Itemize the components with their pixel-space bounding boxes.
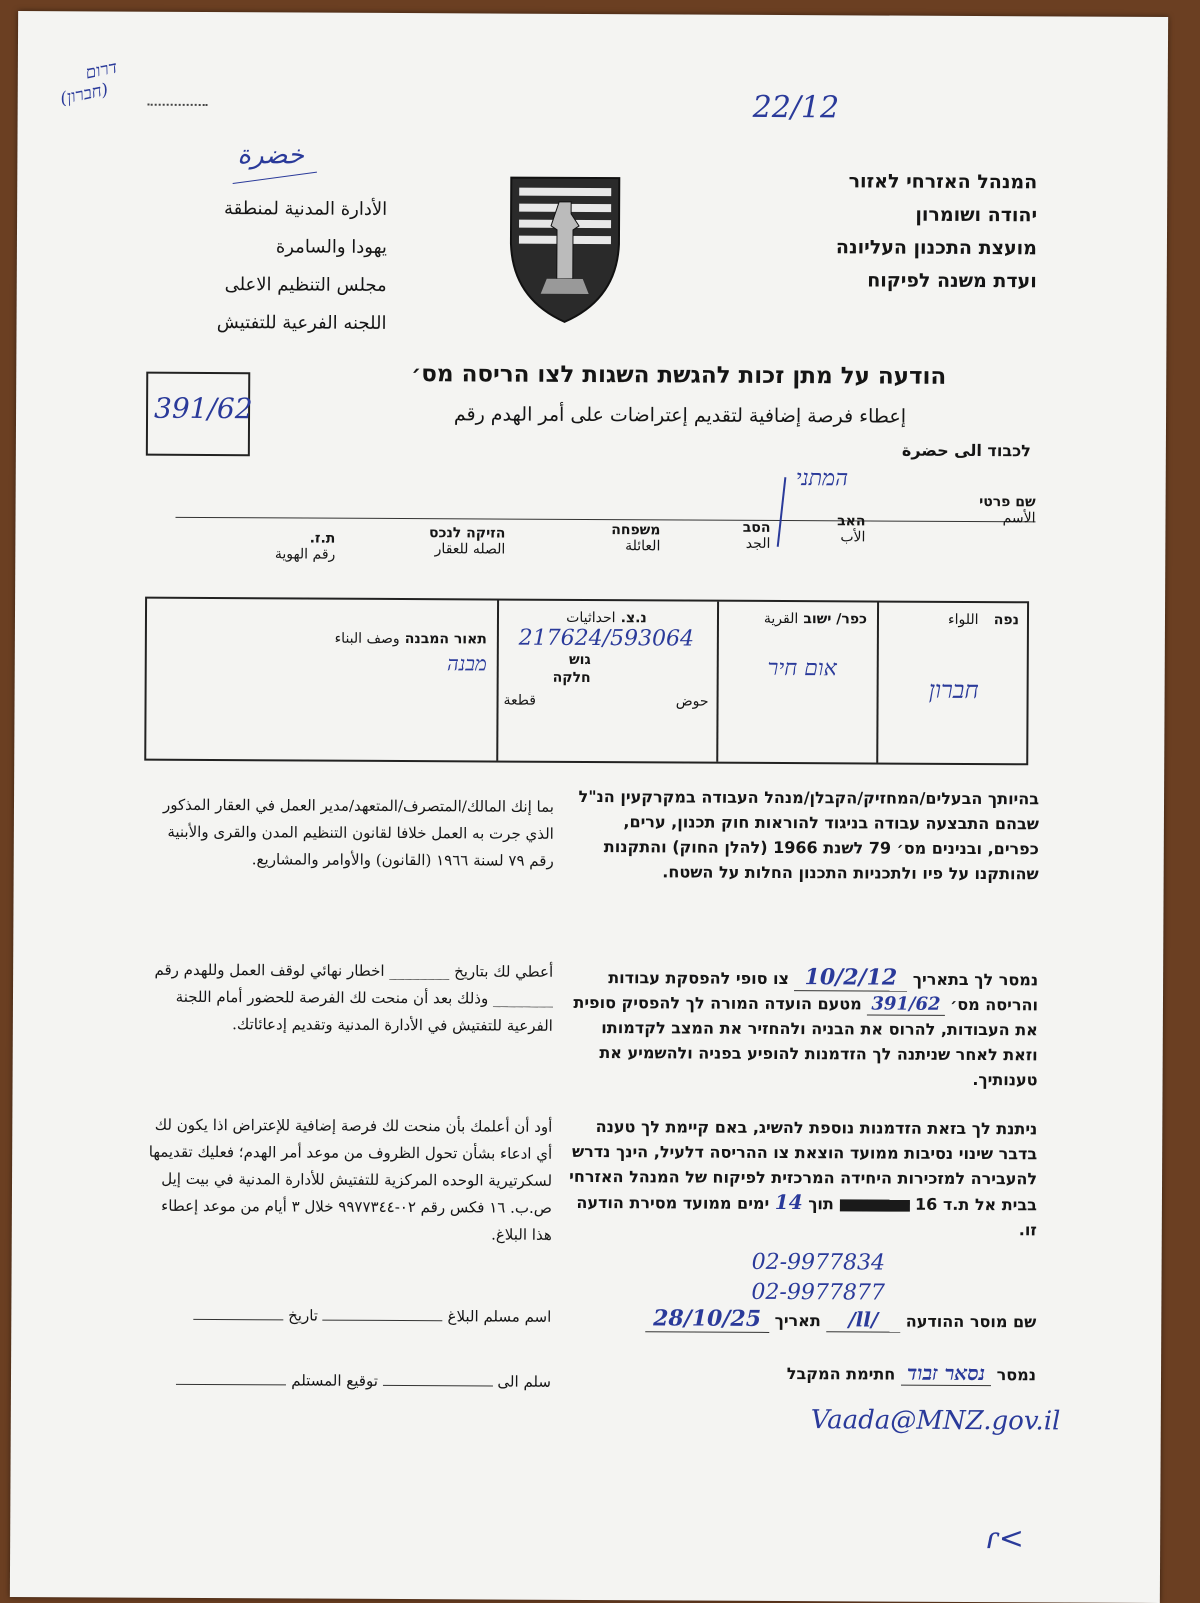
body-arabic-para-1: بما إنك المالك/المتصرف/المتعهد/مدير العمل في العقار المذكور الذي جرت به العمل خلافا لقانون التنظيم المدن والقرى والأبنية رقم ٧٩ لسنة ١٩٦٦ (القانون) والأوامر والمشاريع. (163, 795, 555, 870)
handwritten-coordinates: 217624/593064 (518, 625, 695, 652)
field-label-he: שם פרטי (979, 494, 1036, 511)
redaction-bar (839, 1199, 909, 1211)
table-divider (876, 603, 879, 763)
field-grandfather (690, 520, 770, 552)
handwritten-order-no: 391/62 (867, 993, 944, 1015)
header-ar-line: مجلس التنظيم الاعلى (224, 274, 387, 296)
handwritten-district: חברון (928, 675, 979, 705)
header-he-line: המנהל האזרחי לאזור (848, 170, 1038, 194)
field-holding (385, 525, 505, 558)
field-label-he: הזיקה לנכס (428, 525, 506, 542)
corner-note-line-2: (חברון) (58, 79, 111, 110)
cell-label-he: תאור המבנה (404, 631, 487, 648)
cell-label-ar: وصف البناء (334, 630, 400, 648)
header-arabic (136, 190, 387, 343)
field-label-ar: رقم الهوية (274, 546, 336, 563)
cell-label-he: נפה (993, 612, 1020, 629)
title-arabic: إعطاء فرصة إضافية لتقديم إعتراضات على أمر الهدم رقم (453, 403, 907, 428)
header-he-line: מועצת התכנון העליונה (835, 236, 1037, 260)
body-hebrew-para-3 (567, 1114, 1038, 1242)
field-label-ar: الصله للعقار (434, 541, 506, 558)
delivery-line (566, 1306, 1036, 1334)
sig-label: اسم مسلم البلاغ (447, 1307, 552, 1326)
field-id (235, 530, 335, 563)
field-name (915, 494, 1035, 527)
handwritten-date: 22/12 (752, 89, 840, 126)
field-label-he: ת.ז. (309, 530, 336, 547)
cell-label-ar: القرية (763, 610, 799, 628)
field-label-ar: الأسم (1002, 510, 1036, 527)
dotted-line (148, 104, 208, 106)
para3-text: תוך (808, 1194, 834, 1214)
cell-label-ar: احداثيات (566, 609, 616, 627)
cell-label-he: כפר/ ישוב (803, 611, 868, 628)
cell-district (884, 609, 1020, 706)
header-ar-line: الأدارة المدنية لمنطقة (223, 198, 388, 220)
handwritten-ref-number: 391/62 (153, 391, 253, 426)
sig-label: توقيع المستلم (291, 1371, 378, 1390)
corner-note-line-1: דרום (83, 57, 120, 84)
field-family (560, 522, 660, 555)
para2-text: נמסר לך בתאריך (912, 969, 1039, 990)
para2-text: מטעם הועדה המורה לך להפסיק סופית את העבודות, להרוס את הבניה ולהחזיר את המצב לקדמותו וזאת לאחר שניתנה לך הזדמנות להופיע בפניה ולהשמיע את טענותיך. (573, 992, 1038, 1090)
cell-label-he: נ.צ. (620, 610, 647, 627)
handwritten-deliverer: /ll/ (826, 1307, 900, 1332)
field-label-he: האב (837, 513, 866, 530)
body-arabic-para-3: أود أن أعلمك بأن منحت لك فرصة إضافية للإعتراض اذا يكون لك أي ادعاء بشأن تحول الظروف من موعد أمر الهدم؛ فعليك تقديمها لسكرتيرية الوحده المركزية للتفتيش للأدارة المدنية في بيت إيل ص.ب. ١٦ فكس رقم ٠٢-٩٩٧٧٣٤٤ خلال ٣ أيام من موعد إعطاء هذا البلاغ. (148, 1115, 553, 1244)
cell-description (162, 627, 487, 677)
sig-label: سلم الى (497, 1372, 552, 1391)
para3-text: ימים ממועד מסירת הודעה זו. (576, 1192, 1037, 1240)
body-hebrew-para-2 (568, 964, 1039, 1092)
property-table (144, 597, 1029, 766)
body-arabic-para-2: أعطي لك بتاريخ ________ اخطار نهائي لوقف العمل وللهدم رقم ________ وذلك بعد أن منحت لك الفرصة للحضور أمام اللجنة الفرعية للتفتيش في الأدارة المدنية وتقديم إدعائاتك. (154, 960, 554, 1035)
to-line: לכבוד الى حضرة (901, 440, 1031, 461)
header-he-line: יהודה ושומרון (915, 203, 1038, 227)
handwritten-stop-date: 10/2/12 (795, 964, 908, 992)
header-he-line: ועדת משנה לפיקוח (867, 269, 1037, 293)
sig-label: تاريخ (288, 1306, 319, 1325)
document-page (10, 11, 1168, 1603)
cell-label-ar: قطعة (503, 692, 537, 709)
cell-label-ar: اللواء (948, 611, 979, 629)
header-ar-line: يهودا والسامرة (275, 236, 387, 258)
cell-label-he: גוש (569, 651, 591, 669)
cell-coordinates (504, 607, 710, 710)
handwritten-village: אום חיר (767, 655, 837, 682)
handwritten-fax-2: 02-9977877 (751, 1279, 885, 1306)
field-label-he: משפחה (611, 522, 661, 539)
field-label-ar: العائلة (625, 538, 661, 555)
corner-note (54, 57, 123, 109)
signature-scribble: ɾ< (985, 1521, 1024, 1557)
field-label-he: הסב (742, 519, 771, 536)
recipient-line (566, 1359, 1036, 1387)
para2-text: צו סופי להפסקת עבודות והריסה מס׳ (608, 968, 1039, 1015)
header-ar-line: اللجنه الفرعية للتفتيش (216, 312, 387, 334)
handwritten-days: 14 (774, 1189, 803, 1215)
para3-text: ניתנת לך בזאת הזדמנות נוספת להשיג, באם קיימת לך טענה בדבר שינוי נסיבות ממועד הוצאת צו ההריסה דלעיל, הינך נדרש להעבירה למזכירות היחידה המרכזית לפיקוח של המנהל האזרחי בבית אל ת.ד 16 (569, 1117, 1038, 1215)
reference-box (146, 372, 253, 457)
arabic-sig-line-2 (136, 1367, 551, 1396)
date-label: תאריך (774, 1310, 821, 1331)
emblem-shield-icon (509, 174, 622, 325)
deliverer-label: שם מוסר ההודעה (905, 1311, 1037, 1332)
field-father (785, 513, 865, 545)
arabic-sig-line-1 (136, 1302, 551, 1331)
handwritten-recipient: נסאר זבוד (901, 1361, 991, 1386)
handwritten-fax-1: 02-9977834 (751, 1249, 886, 1276)
field-label-ar: الأب (840, 529, 866, 546)
handwritten-description: מבנה (446, 651, 487, 676)
recipient-label: נמסר (996, 1365, 1037, 1385)
recipient-label: חתימת המקבל (786, 1364, 896, 1384)
handwritten-arabic-name: خضرة (237, 140, 305, 171)
cell-label-he: חלקה (552, 669, 591, 687)
cell-village (717, 608, 867, 682)
field-label-ar: الجد (745, 535, 771, 552)
table-divider (496, 601, 499, 761)
handwritten-name: המתני (795, 466, 849, 492)
handwritten-underline (233, 172, 317, 184)
handwritten-delivery-date: 28/10/25 (645, 1305, 769, 1333)
handwritten-email: Vaada@MNZ.gov.il (810, 1405, 1061, 1437)
title-hebrew: הודעה על מתן זכות להגשת השגות לצו הריסה מס׳ (411, 361, 947, 390)
body-hebrew-para-1: בהיותך הבעלים/המחזיק/הקבלן/מנהל העבודה במקרקעין הנ"ל שבהם התבצעה עבודה בניגוד להוראות חוק תכנון, ערים, כפרים, ובנינים מס׳ 79 לשנת 1966 (להלן החוק) והתקנות שהותקנו על פיו ולתכניות התכנון החלות על השטח. (578, 786, 1040, 884)
cell-label-ar: حوض (675, 693, 709, 710)
header-hebrew (737, 165, 1038, 299)
